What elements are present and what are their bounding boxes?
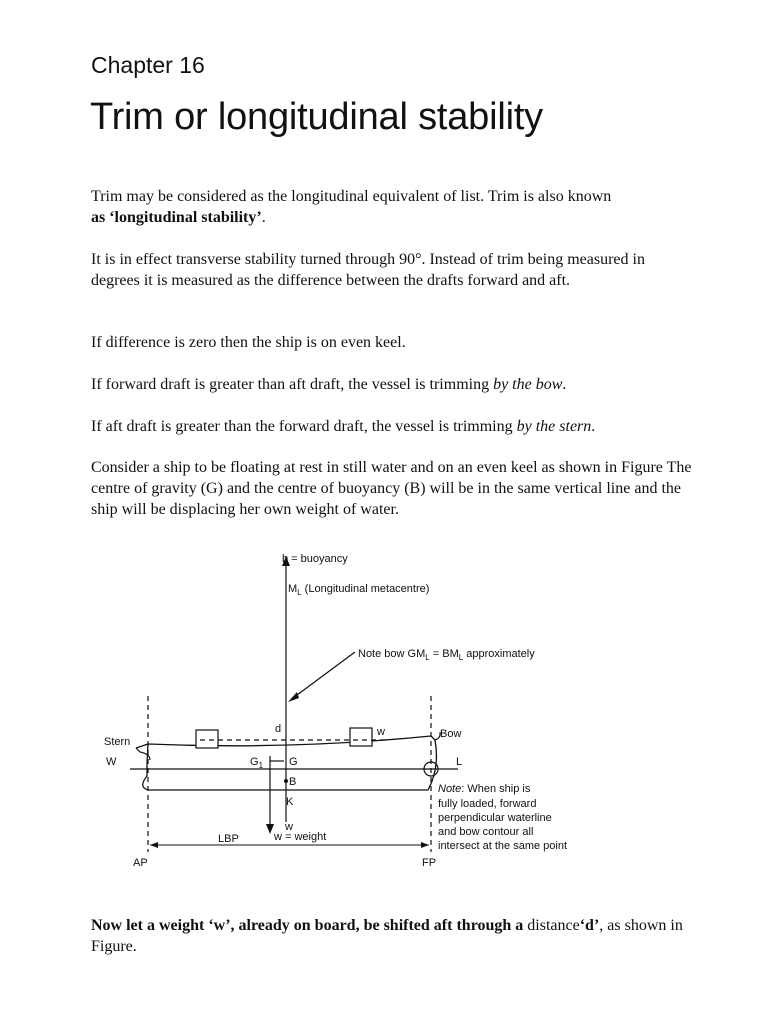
label-w-shifted: w <box>377 726 385 738</box>
label-buoyancy: b = buoyancy <box>282 553 348 565</box>
weight-arrow-head <box>266 824 274 834</box>
page-title: Trim or longitudinal stability <box>90 96 543 138</box>
label-d: d <box>275 723 282 735</box>
ml-main: M <box>288 583 298 595</box>
p1-bold-text: as ‘longitudinal stability’ <box>91 209 262 226</box>
p4-italic: by the bow <box>493 376 563 393</box>
label-L: L <box>456 756 463 768</box>
label-lbp: LBP <box>218 833 239 845</box>
p5-end: . <box>591 418 596 435</box>
note-arrow-line <box>293 652 355 698</box>
note-bow-line3: perpendicular waterline <box>438 812 552 824</box>
note-sub1: L <box>425 653 430 662</box>
paragraph-weight-shift <box>91 915 691 957</box>
point-B <box>284 779 288 783</box>
ml-text: (Longitudinal metacentre) <box>301 583 430 595</box>
note-b: = BM <box>429 648 459 660</box>
g1-main: G <box>250 756 259 768</box>
label-w-below: w <box>285 821 293 833</box>
chapter-label: Chapter 16 <box>91 52 205 78</box>
note-bow-line1 <box>438 783 531 795</box>
ship-trim-diagram <box>0 540 768 880</box>
paragraph-by-stern <box>91 416 691 437</box>
label-fp: FP <box>422 857 437 869</box>
p5-italic: by the stern <box>516 418 592 435</box>
paragraph-even-keel: If difference is zero then the ship is on even keel. <box>91 334 406 351</box>
weight-block-original <box>196 730 218 748</box>
label-g1 <box>250 756 264 770</box>
p7-text: distance <box>523 917 580 934</box>
note-c: approximately <box>463 648 535 660</box>
p7-bold-d: ‘d’ <box>579 917 600 934</box>
label-ap: AP <box>133 857 148 869</box>
p4-text: If forward draft is greater than aft draft, the vessel is trimming <box>91 376 494 393</box>
weight-block-shifted <box>350 728 372 746</box>
note2-ital: Note <box>438 783 462 795</box>
label-B: B <box>289 776 297 788</box>
paragraph-transverse: It is in effect transverse stability turned through 90°. Instead of trim being measured in degrees it is measured as the difference between the drafts forward and aft. <box>91 251 645 289</box>
label-G: G <box>289 756 298 768</box>
p7-end: , as shown in Figure. <box>91 917 683 955</box>
label-w-weight: w = weight <box>274 831 327 843</box>
paragraph-by-bow <box>91 374 691 395</box>
p7-bold-text: Now let a weight ‘w’, already on board, be shifted aft through a <box>91 917 524 934</box>
note-bow-line5: intersect at the same point <box>438 840 568 852</box>
lbp-arrow-right <box>421 842 429 848</box>
p1-end: . <box>261 209 266 226</box>
note-a: Note bow GM <box>358 648 426 660</box>
label-bow: Bow <box>440 728 462 740</box>
deck-line <box>136 744 148 748</box>
note-bow-line2: fully loaded, forward <box>438 798 537 810</box>
g1-sub: 1 <box>258 761 264 770</box>
label-K: K <box>286 796 294 808</box>
lbp-arrow-left <box>150 842 158 848</box>
paragraph-consider-ship: Consider a ship to be floating at rest in still water and on an even keel as shown in Figure The centre of gravity (G) and the centre of buoyancy (B) will be in the same vertical line and the ship will be displacing her own weight of water. <box>91 459 692 518</box>
p1-text: Trim may be considered as the longitudinal equivalent of list. Trim is also known <box>91 188 612 205</box>
label-W: W <box>106 756 117 768</box>
paragraph-trim-definition <box>91 186 691 228</box>
note-bow-line4: and bow contour all <box>438 826 534 838</box>
label-stern: Stern <box>104 736 131 748</box>
label-note-gm <box>358 648 535 662</box>
note2-line1: : When ship is <box>461 783 531 795</box>
p4-end: . <box>562 376 567 393</box>
p5-text: If aft draft is greater than the forward draft, the vessel is trimming <box>91 418 517 435</box>
note-sub2: L <box>458 653 464 662</box>
ml-sub: L <box>297 588 302 597</box>
label-longitudinal-metacentre <box>288 583 429 597</box>
note-arrow-head <box>288 692 299 702</box>
